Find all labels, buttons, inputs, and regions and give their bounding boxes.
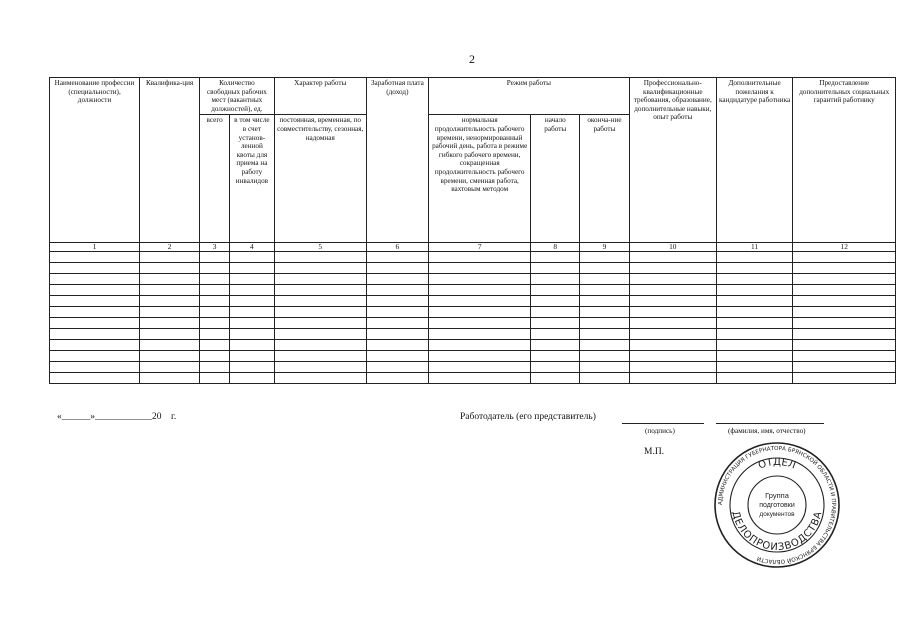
table-cell: [230, 329, 275, 340]
header-requirements: Профессионально-квалификационные требования, образование, дополнительные навыки, опыт работы: [629, 78, 716, 243]
table-cell: [531, 263, 580, 274]
table-cell: [200, 307, 230, 318]
table-cell: [366, 373, 428, 384]
stamp-center-line-1: Группа: [765, 491, 789, 500]
column-number: 2: [140, 243, 200, 252]
table-cell: [274, 362, 366, 373]
table-cell: [428, 340, 531, 351]
table-cell: [793, 252, 896, 263]
table-cell: [580, 373, 630, 384]
table-row: [50, 307, 896, 318]
table-cell: [366, 318, 428, 329]
table-cell: [793, 296, 896, 307]
table-cell: [793, 351, 896, 362]
table-cell: [531, 318, 580, 329]
seal-place-label: М.П.: [644, 447, 665, 457]
signature-caption: (подпись): [645, 427, 675, 435]
table-cell: [428, 362, 531, 373]
table-cell: [50, 373, 140, 384]
stamp-outer-text: АДМИНИСТРАЦИЯ ГУБЕРНАТОРА БРЯНСКОЙ ОБЛАСТИ И ПРАВИТЕЛЬСТВА БРЯНСКОЙ ОБЛАСТИ: [717, 445, 837, 565]
table-cell: [531, 351, 580, 362]
table-cell: [200, 252, 230, 263]
table-cell: [366, 263, 428, 274]
subheader-work-nature-types: постоянная, временная, по совместительству, сезонная, надомная: [274, 115, 366, 243]
full-name-line: [716, 423, 824, 424]
table-row: [50, 373, 896, 384]
table-cell: [580, 274, 630, 285]
blank-rows: [50, 252, 896, 384]
table-cell: [629, 285, 716, 296]
table-cell: [580, 340, 630, 351]
table-cell: [366, 307, 428, 318]
table-cell: [580, 351, 630, 362]
table-cell: [428, 307, 531, 318]
table-cell: [531, 373, 580, 384]
column-number: 10: [629, 243, 716, 252]
table-cell: [140, 318, 200, 329]
table-cell: [366, 252, 428, 263]
table-cell: [580, 285, 630, 296]
table-cell: [580, 263, 630, 274]
table-cell: [366, 285, 428, 296]
table-cell: [629, 252, 716, 263]
table-cell: [580, 329, 630, 340]
table-cell: [531, 285, 580, 296]
column-number: 11: [716, 243, 793, 252]
table-cell: [200, 285, 230, 296]
table-cell: [428, 252, 531, 263]
table-cell: [366, 274, 428, 285]
table-cell: [50, 318, 140, 329]
table-cell: [428, 318, 531, 329]
table-cell: [140, 296, 200, 307]
table-cell: [50, 307, 140, 318]
column-number: 8: [531, 243, 580, 252]
table-row: [50, 318, 896, 329]
column-number: 9: [580, 243, 630, 252]
table-cell: [629, 263, 716, 274]
table-cell: [366, 340, 428, 351]
table-cell: [200, 263, 230, 274]
table-cell: [274, 285, 366, 296]
table-cell: [428, 285, 531, 296]
header-qualification: Квалифика-ция: [140, 78, 200, 243]
table-cell: [140, 362, 200, 373]
table-cell: [629, 373, 716, 384]
table-cell: [793, 340, 896, 351]
table-cell: [629, 340, 716, 351]
table-cell: [50, 351, 140, 362]
subheader-start-time: начало работы: [531, 115, 580, 243]
table-row: [50, 340, 896, 351]
header-social-guarantees: Предоставление дополнительных социальных гарантий работнику: [793, 78, 896, 243]
date-line: «______»____________20 г.: [57, 412, 177, 422]
column-number: 4: [230, 243, 275, 252]
table-cell: [531, 329, 580, 340]
official-stamp: [712, 440, 842, 570]
column-numbers-row: [50, 243, 896, 252]
table-cell: [716, 373, 793, 384]
table-cell: [716, 340, 793, 351]
table-cell: [140, 252, 200, 263]
table-cell: [428, 296, 531, 307]
table-cell: [580, 252, 630, 263]
table-cell: [200, 362, 230, 373]
table-cell: [531, 307, 580, 318]
table-cell: [428, 351, 531, 362]
table-cell: [50, 274, 140, 285]
subheader-total: всего: [200, 115, 230, 243]
table-cell: [629, 274, 716, 285]
table-cell: [230, 340, 275, 351]
header-candidate-wishes: Дополнительные пожелания к кандидатуре работника: [716, 78, 793, 243]
table-cell: [230, 296, 275, 307]
vacancy-table: [49, 77, 896, 384]
stamp-center-line-3: документов: [759, 511, 795, 518]
table-cell: [274, 274, 366, 285]
page-number: 2: [469, 52, 475, 66]
table-cell: [716, 318, 793, 329]
header-profession: Наименование профессии (специальности), должности: [50, 78, 140, 243]
table-cell: [200, 340, 230, 351]
table-cell: [531, 362, 580, 373]
column-number: 7: [428, 243, 531, 252]
table-cell: [50, 296, 140, 307]
table-cell: [50, 329, 140, 340]
table-cell: [716, 362, 793, 373]
table-cell: [531, 274, 580, 285]
table-cell: [793, 318, 896, 329]
table-cell: [200, 274, 230, 285]
column-number: 5: [274, 243, 366, 252]
table-cell: [793, 263, 896, 274]
table-cell: [50, 362, 140, 373]
table-row: [50, 252, 896, 263]
table-cell: [200, 318, 230, 329]
table-cell: [274, 340, 366, 351]
table-row: [50, 263, 896, 274]
table-cell: [366, 329, 428, 340]
table-cell: [274, 373, 366, 384]
subheader-work-time-modes: нормальная продолжительность рабочего времени, ненормированный рабочий день, работа в режиме гибкого рабочего времени, сокращенная продолжительность рабочего времени, сменная работа, вахтовым методом: [428, 115, 531, 243]
header-work-schedule: Режим работы: [428, 78, 629, 115]
subheader-disabled-quota: в том числе в счет установ-ленной квоты для приема на работу инвалидов: [230, 115, 275, 243]
table-cell: [716, 329, 793, 340]
table-cell: [230, 263, 275, 274]
full-name-caption: (фамилия, имя, отчество): [728, 427, 806, 435]
table-cell: [629, 351, 716, 362]
table-cell: [793, 285, 896, 296]
table-cell: [274, 263, 366, 274]
header-vacancies-count: Количество свободных рабочих мест (вакантных должностей), ед.: [200, 78, 275, 115]
table-cell: [230, 307, 275, 318]
table-cell: [716, 252, 793, 263]
table-cell: [50, 263, 140, 274]
table-cell: [716, 307, 793, 318]
table-cell: [140, 329, 200, 340]
table-row: [50, 351, 896, 362]
table-cell: [793, 329, 896, 340]
column-number: 6: [366, 243, 428, 252]
table-cell: [793, 362, 896, 373]
table-cell: [140, 274, 200, 285]
header-work-nature: Характер работы: [274, 78, 366, 115]
table-cell: [200, 373, 230, 384]
table-cell: [531, 296, 580, 307]
table-cell: [50, 252, 140, 263]
table-cell: [140, 340, 200, 351]
table-row: [50, 296, 896, 307]
table-cell: [200, 296, 230, 307]
column-number: 12: [793, 243, 896, 252]
table-cell: [366, 362, 428, 373]
table-cell: [200, 351, 230, 362]
table-cell: [274, 351, 366, 362]
stamp-dept-text: ОТДЕЛ: [756, 456, 798, 472]
table-cell: [629, 329, 716, 340]
table-cell: [230, 274, 275, 285]
table-cell: [50, 285, 140, 296]
column-number: 3: [200, 243, 230, 252]
table-cell: [580, 307, 630, 318]
table-cell: [531, 340, 580, 351]
table-cell: [140, 263, 200, 274]
header-salary: Заработная плата (доход): [366, 78, 428, 243]
employer-label: Работодатель (его представитель): [460, 412, 596, 422]
table-cell: [428, 274, 531, 285]
table-cell: [274, 318, 366, 329]
table-cell: [274, 296, 366, 307]
table-cell: [629, 307, 716, 318]
table-cell: [200, 329, 230, 340]
table-cell: [140, 351, 200, 362]
table-cell: [230, 351, 275, 362]
table-cell: [230, 318, 275, 329]
table-cell: [793, 307, 896, 318]
table-cell: [140, 307, 200, 318]
table-cell: [366, 296, 428, 307]
table-row: [50, 274, 896, 285]
table-cell: [230, 362, 275, 373]
table-cell: [428, 263, 531, 274]
table-cell: [230, 285, 275, 296]
table-cell: [531, 252, 580, 263]
table-row: [50, 362, 896, 373]
table-cell: [716, 296, 793, 307]
table-cell: [230, 373, 275, 384]
table-cell: [580, 362, 630, 373]
table-cell: [140, 373, 200, 384]
table-cell: [140, 285, 200, 296]
table-cell: [428, 373, 531, 384]
table-cell: [716, 351, 793, 362]
stamp-center-line-2: подготовки: [759, 502, 795, 509]
table-cell: [629, 362, 716, 373]
table-cell: [793, 373, 896, 384]
table-cell: [50, 340, 140, 351]
table-cell: [274, 307, 366, 318]
table-cell: [230, 252, 275, 263]
table-row: [50, 285, 896, 296]
table-row: [50, 329, 896, 340]
column-number: 1: [50, 243, 140, 252]
table-cell: [580, 296, 630, 307]
subheader-end-time: оконча-ние работы: [580, 115, 630, 243]
table-cell: [274, 329, 366, 340]
signature-line: [622, 423, 704, 424]
stamp-office-text: ДЕЛОПРОИЗВОДСТВА: [729, 510, 825, 554]
table-cell: [274, 252, 366, 263]
table-cell: [428, 329, 531, 340]
table-cell: [366, 351, 428, 362]
table-cell: [716, 274, 793, 285]
table-cell: [793, 274, 896, 285]
table-cell: [629, 318, 716, 329]
table-cell: [629, 296, 716, 307]
table-cell: [580, 318, 630, 329]
table-cell: [716, 263, 793, 274]
table-cell: [716, 285, 793, 296]
